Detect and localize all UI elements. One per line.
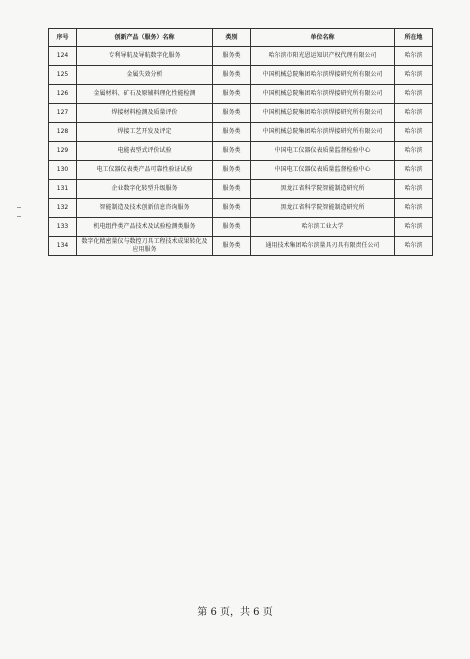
row-name: 专利导航及导航数字化服务 (77, 47, 213, 66)
row-no: 128 (49, 123, 77, 142)
row-company: 通用技术集团哈尔滨量具刃具有限责任公司 (251, 237, 395, 256)
row-company: 黑龙江省科学院智能制造研究所 (251, 199, 395, 218)
page-number: 第 6 页，共 6 页 (197, 607, 273, 618)
row-name: 企业数字化转型升级服务 (77, 180, 213, 199)
table-row (49, 161, 433, 180)
row-category: 服务类 (213, 199, 251, 218)
row-name: 电工仪器仪表类产品可靠性验证试验 (77, 161, 213, 180)
header-name: 创新产品（服务）名称 (77, 29, 213, 47)
row-location: 哈尔滨 (395, 66, 433, 85)
row-category: 服务类 (213, 85, 251, 104)
table-row (49, 123, 433, 142)
row-company: 中国机械总院集团哈尔滨焊接研究所有限公司 (251, 104, 395, 123)
header-company: 单位名称 (251, 29, 395, 47)
row-name: 机电组件类产品技术及试验检测类服务 (77, 218, 213, 237)
table-row (49, 66, 433, 85)
row-name: 电能表型式评价试验 (77, 142, 213, 161)
row-location: 哈尔滨 (395, 199, 433, 218)
row-name: 数字化精密量仪与数控刀具工程技术成果转化及应用服务 (77, 237, 213, 256)
binding-mark (17, 207, 21, 208)
row-name: 智能制造及技术创新信息咨询服务 (77, 199, 213, 218)
row-location: 哈尔滨 (395, 85, 433, 104)
row-company: 中国机械总院集团哈尔滨焊接研究所有限公司 (251, 66, 395, 85)
table-header-row (49, 29, 433, 47)
row-location: 哈尔滨 (395, 104, 433, 123)
binding-mark (17, 216, 21, 217)
table-row (49, 85, 433, 104)
row-category: 服务类 (213, 180, 251, 199)
row-no: 130 (49, 161, 77, 180)
row-location: 哈尔滨 (395, 218, 433, 237)
row-name: 焊接工艺开发及评定 (77, 123, 213, 142)
row-category: 服务类 (213, 161, 251, 180)
header-no: 序号 (49, 29, 77, 47)
header-category: 类别 (213, 29, 251, 47)
row-no: 132 (49, 199, 77, 218)
row-company: 中国机械总院集团哈尔滨焊接研究所有限公司 (251, 123, 395, 142)
row-category: 服务类 (213, 104, 251, 123)
row-category: 服务类 (213, 142, 251, 161)
row-category: 服务类 (213, 218, 251, 237)
row-company: 中国机械总院集团哈尔滨焊接研究所有限公司 (251, 85, 395, 104)
product-table (48, 28, 433, 256)
row-category: 服务类 (213, 237, 251, 256)
row-location: 哈尔滨 (395, 142, 433, 161)
row-location: 哈尔滨 (395, 47, 433, 66)
row-category: 服务类 (213, 123, 251, 142)
row-location: 哈尔滨 (395, 161, 433, 180)
row-name: 金属材料、矿石及原辅料理化性能检测 (77, 85, 213, 104)
row-category: 服务类 (213, 66, 251, 85)
row-no: 124 (49, 47, 77, 66)
header-location: 所在地 (395, 29, 433, 47)
row-no: 126 (49, 85, 77, 104)
row-location: 哈尔滨 (395, 180, 433, 199)
row-company: 哈尔滨市阳光恩运知识产权代理有限公司 (251, 47, 395, 66)
row-no: 134 (49, 237, 77, 256)
row-no: 131 (49, 180, 77, 199)
row-no: 125 (49, 66, 77, 85)
table-row (49, 142, 433, 161)
row-no: 129 (49, 142, 77, 161)
row-no: 127 (49, 104, 77, 123)
table-row (49, 237, 433, 256)
table-row (49, 104, 433, 123)
row-name: 金属失效分析 (77, 66, 213, 85)
row-category: 服务类 (213, 47, 251, 66)
table-row (49, 47, 433, 66)
row-location: 哈尔滨 (395, 123, 433, 142)
row-company: 中国电工仪器仪表质量监督检验中心 (251, 142, 395, 161)
row-location: 哈尔滨 (395, 237, 433, 256)
row-company: 哈尔滨工业大学 (251, 218, 395, 237)
row-company: 黑龙江省科学院智能制造研究所 (251, 180, 395, 199)
row-company: 中国电工仪器仪表质量监督检验中心 (251, 161, 395, 180)
table-row (49, 180, 433, 199)
row-no: 133 (49, 218, 77, 237)
table-row (49, 199, 433, 218)
table-row (49, 218, 433, 237)
row-name: 焊接材料检测及质量评价 (77, 104, 213, 123)
